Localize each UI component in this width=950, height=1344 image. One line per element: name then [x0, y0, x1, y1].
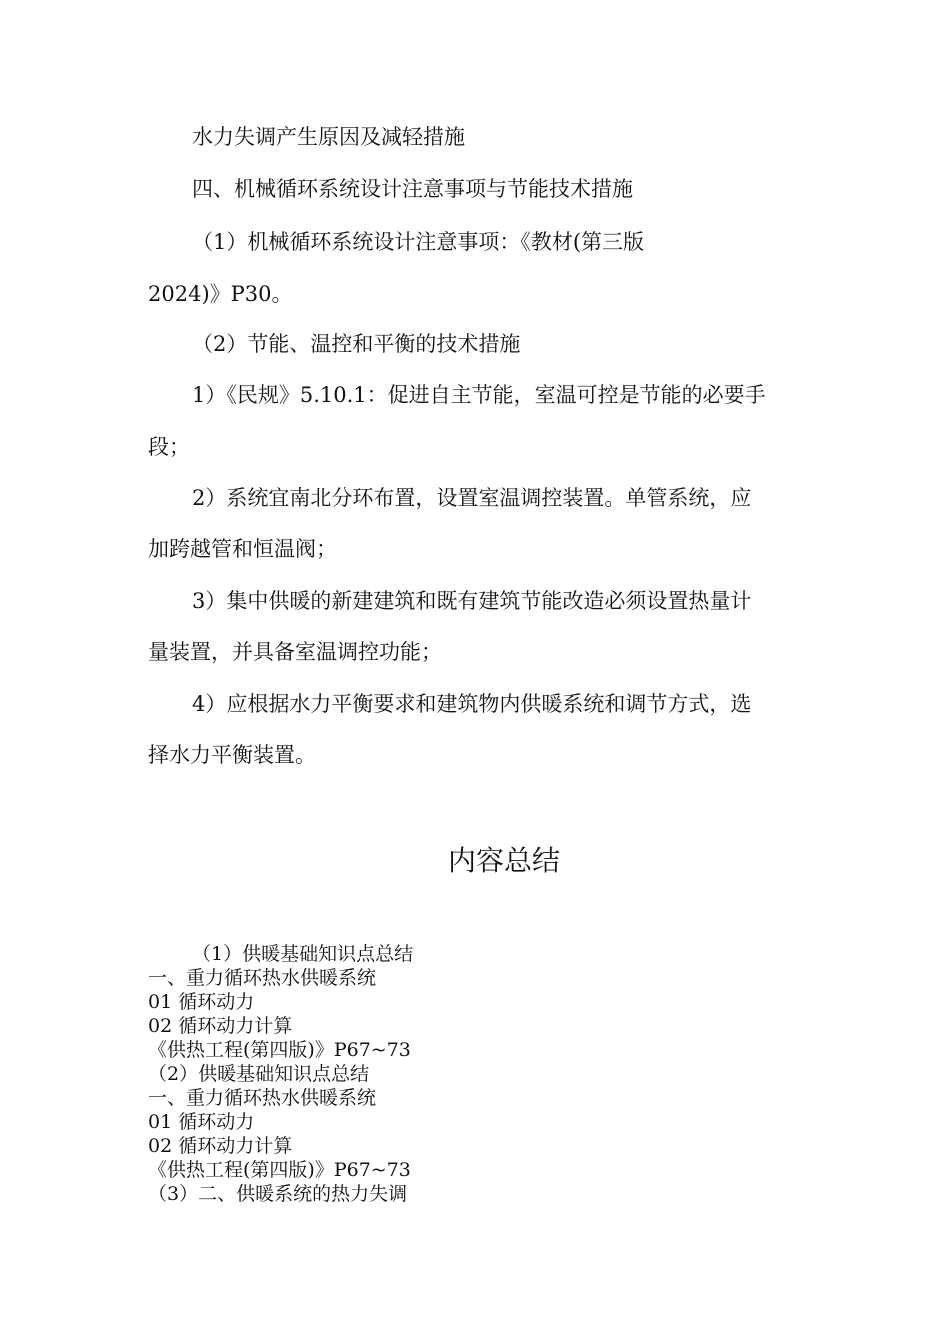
summary-line: 一、重力循环热水供暖系统 — [148, 967, 377, 989]
paragraph-line: 1）《民规》5.10.1：促进自主节能，室温可控是节能的必要手 — [192, 383, 766, 407]
summary-line: 02 循环动力计算 — [148, 1015, 293, 1037]
summary-line: （2）供暖基础知识点总结 — [148, 1063, 370, 1085]
section-heading: 四、机械循环系统设计注意事项与节能技术措施 — [192, 177, 633, 201]
summary-line: （1）供暖基础知识点总结 — [192, 943, 414, 965]
paragraph-line: （1）机械循环系统设计注意事项：《教材(第三版 — [192, 230, 645, 254]
paragraph-line: 4）应根据水力平衡要求和建筑物内供暖系统和调节方式，选 — [192, 692, 752, 716]
summary-line: 《供热工程(第四版)》P67~73 — [148, 1039, 411, 1061]
summary-line: （3）二、供暖系统的热力失调 — [148, 1183, 408, 1205]
paragraph-line: （2）节能、温控和平衡的技术措施 — [192, 332, 521, 356]
paragraph-line: 段； — [148, 435, 190, 459]
paragraph-line: 2）系统宜南北分环布置，设置室温调控装置。单管系统，应 — [192, 486, 752, 510]
paragraph-line: 2024)》P30。 — [148, 282, 293, 306]
paragraph-line: 量装置，并具备室温调控功能； — [148, 640, 442, 664]
summary-line: 02 循环动力计算 — [148, 1135, 293, 1157]
paragraph-line: 3）集中供暖的新建建筑和既有建筑节能改造必须设置热量计 — [192, 589, 752, 613]
summary-line: 01 循环动力 — [148, 1111, 255, 1133]
paragraph-line: 择水力平衡装置。 — [148, 743, 316, 767]
summary-line: 01 循环动力 — [148, 991, 255, 1013]
summary-line: 《供热工程(第四版)》P67~73 — [148, 1159, 411, 1181]
summary-line: 一、重力循环热水供暖系统 — [148, 1087, 377, 1109]
paragraph-line: 加跨越管和恒温阀； — [148, 537, 337, 561]
paragraph-line: 水力失调产生原因及减轻措施 — [192, 125, 465, 149]
summary-title: 内容总结 — [448, 844, 561, 877]
